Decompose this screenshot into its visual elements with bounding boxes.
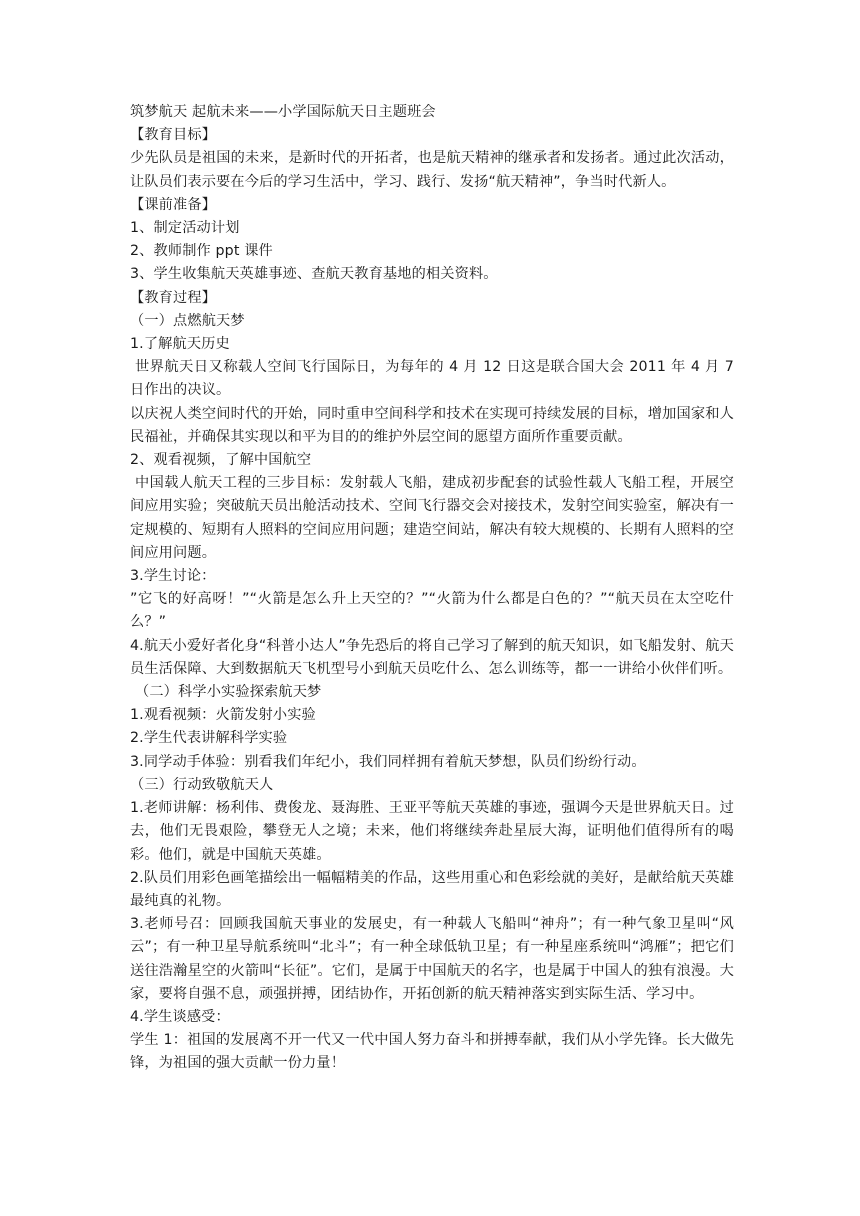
- paragraph: 世界航天日又称载人空间飞行国际日，为每年的 4 月 12 日这是联合国大会 2011 年 4 月 7 日作出的决议。: [130, 359, 734, 399]
- list-item: 4.学生谈感受：: [130, 1008, 230, 1025]
- section-heading-process: 【教育过程】: [130, 289, 217, 306]
- paragraph: 少先队员是祖国的未来，是新时代的开拓者，也是航天精神的继承者和发扬者。通过此次活动，让队员们表示要在今后的学习生活中，学习、践行、发扬“航天精神”，争当时代新人。: [130, 150, 734, 190]
- subsection-heading: （三）行动致敬航天人: [130, 776, 274, 793]
- section-heading-goals: 【教育目标】: [130, 127, 217, 144]
- paragraph: 中国载人航天工程的三步目标：发射载人飞船，建成初步配套的试验性载人飞船工程，开展空间应用实验；突破航天员出舱活动技术、空间飞行器交会对接技术，发射空间实验室，解决有一定规模的、短期有人照料的空间应用问题；建造空间站，解决有较大规模的、长期有人照料的空间应用问题。: [130, 475, 734, 561]
- section-heading-preparation: 【课前准备】: [130, 196, 217, 213]
- list-item: 3.同学动手体验：别看我们年纪小，我们同样拥有着航天梦想，队员们纷纷行动。: [130, 753, 646, 770]
- document-title: 筑梦航天 起航未来——小学国际航天日主题班会: [130, 104, 436, 120]
- list-item: 4.航天小爱好者化身“科普小达人”争先恐后的将自己学习了解到的航天知识，如飞船发射、航天员生活保障、大到数据航天飞机型号小到航天员吃什么、怎么训练等，都一一讲给小伙伴们听。: [130, 637, 734, 677]
- subsection-heading: （二）科学小实验探索航天梦: [135, 684, 322, 701]
- list-item: 2.学生代表讲解科学实验: [130, 730, 288, 747]
- list-item: 1、制定活动计划: [130, 220, 240, 237]
- list-item: 3、学生收集航天英雄事迹、查航天教育基地的相关资料。: [130, 266, 498, 283]
- subsection-heading: （一）点燃航天梦: [130, 312, 245, 329]
- list-item: 2.队员们用彩色画笔描绘出一幅幅精美的作品，这些用重心和色彩绘就的美好，是献给航天英雄最纯真的礼物。: [130, 869, 734, 909]
- list-item: 1.观看视频：火箭发射小实验: [130, 707, 316, 724]
- list-item: 2、观看视频，了解中国航空: [130, 452, 312, 469]
- list-item: 1.老师讲解：杨利伟、费俊龙、聂海胜、王亚平等航天英雄的事迹，强调今天是世界航天日。过去，他们无畏艰险，攀登无人之境；未来，他们将继续奔赴星辰大海，证明他们值得所有的喝彩。他们，就是中国航天英雄。: [130, 800, 734, 863]
- list-item: 3.老师号召：回顾我国航天事业的发展史，有一种载人飞船叫“神舟”；有一种气象卫星叫“风云”；有一种卫星导航系统叫“北斗”；有一种全球低轨卫星；有一种星座系统叫“鸿雁”；把它们送往浩瀚星空的火箭叫“长征”。它们，是属于中国航天的名字，也是属于中国人的独有浪漫。大家，要将自强不息，顽强拼搏，团结协作，开拓创新的航天精神落实到实际生活、学习中。: [130, 916, 734, 1002]
- paragraph: 学生 1：祖国的发展离不开一代又一代中国人努力奋斗和拼搏奉献，我们从小学先锋。长大做先锋，为祖国的强大贡献一份力量！: [130, 1032, 734, 1072]
- paragraph: ”它飞的好高呀！”“火箭是怎么升上天空的？”“火箭为什么都是白色的？”“航天员在太空吃什么？”: [130, 591, 734, 631]
- list-item: 3.学生讨论：: [130, 568, 216, 585]
- document-page: [130, 101, 734, 1076]
- list-item: 1.了解航天历史: [130, 336, 230, 353]
- list-item: 2、教师制作 ppt 课件: [130, 243, 273, 260]
- paragraph: 以庆祝人类空间时代的开始，同时重申空间科学和技术在实现可持续发展的目标，增加国家和人民福祉，并确保其实现以和平为目的的维护外层空间的愿望方面所作重要贡献。: [130, 405, 734, 445]
